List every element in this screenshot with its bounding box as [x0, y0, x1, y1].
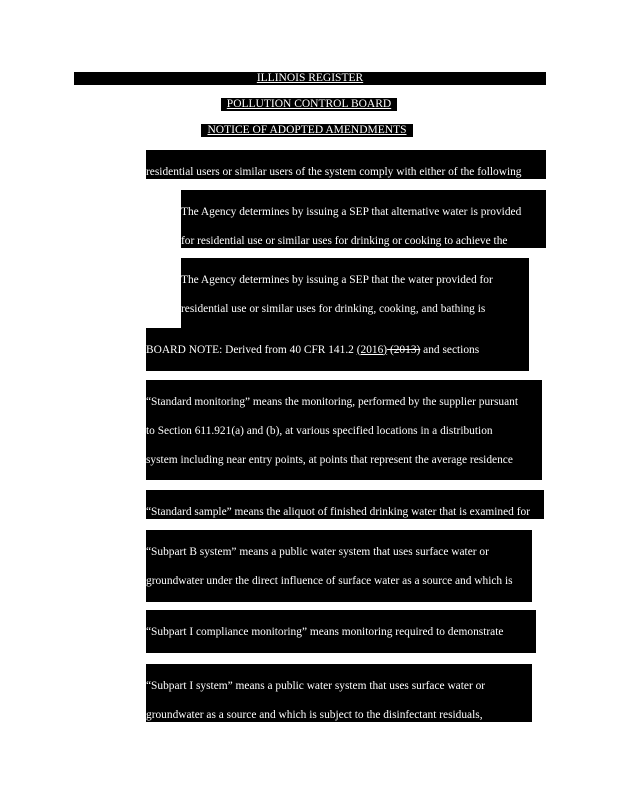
intro-paragraph: [146, 150, 546, 179]
board-note-line: BOARD NOTE: Derived from 40 CFR 141.2 (2016) (2013) and sections: [146, 343, 480, 356]
definition-line: “Subpart I compliance monitoring” means monitoring required to demonstrate: [146, 625, 504, 638]
board-title: POLLUTION CONTROL BOARD: [226, 98, 392, 110]
definition-line: groundwater under the direct influence of surface water as a source and which is: [146, 574, 513, 587]
definition-line: groundwater as a source and which is subject to the disinfectant residuals,: [146, 708, 483, 721]
deleted-text: (2013): [387, 343, 421, 356]
condition-b-line: The Agency determines by issuing a SEP that the water provided for: [181, 273, 493, 286]
condition-a-line: The Agency determines by issuing a SEP that alternative water is provided: [181, 205, 522, 218]
definition-line: to Section 611.921(a) and (b), at various specified locations in a distribution: [146, 424, 493, 437]
intro-line: residential users or similar users of the system comply with either of the following: [146, 165, 522, 178]
added-text: (2016): [356, 343, 388, 356]
notice-title: NOTICE OF ADOPTED AMENDMENTS: [207, 124, 407, 136]
notice-header-bar: [201, 124, 413, 137]
definition-line: system including near entry points, at points that represent the average residence: [146, 453, 513, 466]
subpart-i-system-definition: [146, 664, 532, 722]
definition-line: “Subpart B system” means a public water system that uses surface water or: [146, 545, 489, 558]
condition-a-paragraph: [181, 190, 546, 248]
condition-a-line: for residential use or similar uses for drinking or cooking to achieve the: [181, 234, 508, 247]
condition-b-line: residential use or similar uses for drinking, cooking, and bathing is: [181, 302, 486, 315]
board-header-bar: [221, 98, 397, 111]
board-note-sep: [146, 328, 529, 371]
definition-line: “Standard sample” means the aliquot of finished drinking water that is examined for: [146, 505, 531, 518]
definition-line: “Standard monitoring” means the monitoring, performed by the supplier pursuant: [146, 395, 519, 408]
subpart-b-system-definition: [146, 530, 532, 602]
condition-b-paragraph: [181, 258, 529, 331]
definition-line: “Subpart I system” means a public water system that uses surface water or: [146, 679, 486, 692]
register-title: ILLINOIS REGISTER: [256, 72, 364, 84]
standard-sample-definition: [146, 490, 544, 519]
register-header-bar: [74, 72, 546, 85]
subpart-i-compliance-definition: [146, 610, 536, 653]
standard-monitoring-definition: [146, 380, 542, 480]
